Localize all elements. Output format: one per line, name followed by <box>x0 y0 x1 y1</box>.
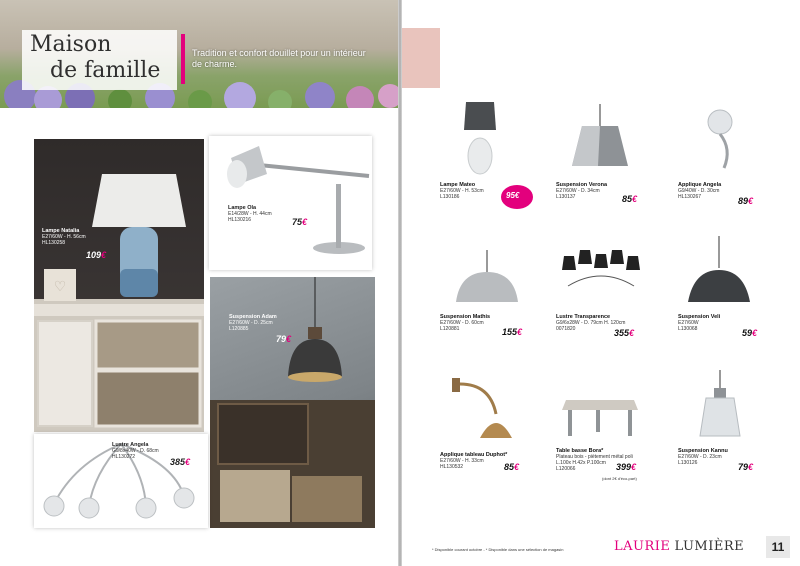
product-ref: HL130267 <box>678 194 702 200</box>
product-ref: L120881 <box>440 326 460 332</box>
price-value: 89 <box>738 196 749 206</box>
price-currency: € <box>631 462 637 472</box>
price-value: 399 <box>616 462 632 472</box>
product-ref: 0071820 <box>556 326 576 332</box>
product-name: Table basse Bora* <box>556 448 604 454</box>
price-currency: € <box>632 194 638 204</box>
price-currency: € <box>514 462 520 472</box>
product-info-applique-angela <box>678 182 721 200</box>
price-currency: € <box>185 457 191 467</box>
product-spec: E27/60W - D. 34cm <box>556 188 600 194</box>
price-currency: € <box>517 327 523 337</box>
product-ref: L120885 <box>229 326 249 332</box>
product-info-natalia <box>42 228 86 246</box>
lustre-transparence-image <box>558 246 644 302</box>
eco-part-note: (dont 2€ d'éco-part) <box>602 476 637 481</box>
product-info-veli <box>678 314 720 332</box>
lamp-ola-illustration <box>209 136 372 270</box>
price-value: 75 <box>292 217 303 227</box>
product-info-duphot <box>440 452 507 470</box>
price-verona <box>622 194 637 204</box>
brand-part2: LUMIÈRE <box>674 539 745 554</box>
product-spec: Plateau bois - piètement métal poli <box>556 454 633 460</box>
crates-illustration <box>210 400 375 528</box>
product-spec: E27/60W - H. 56cm <box>42 234 86 240</box>
product-ref: L130186 <box>440 194 460 200</box>
price-bora <box>616 462 636 472</box>
product-ref: HL130216 <box>228 217 252 223</box>
product-spec: E14/28W - H. 44cm <box>228 211 272 217</box>
product-name: Lampe Natalia <box>42 228 80 234</box>
product-name: Lampe Ola <box>228 205 257 211</box>
price-value: 155 <box>502 327 518 337</box>
product-ref: HL130258 <box>42 240 66 246</box>
product-spec: G9/8x40W - D. 68cm <box>112 448 159 454</box>
table-bora-image <box>560 390 640 440</box>
tagline: Tradition et confort douillet pour un intérieur de charme. <box>192 48 366 69</box>
product-spec: G9/40W - D. 30cm <box>678 188 720 194</box>
price-applique-angela <box>738 196 753 206</box>
price-value: 85 <box>622 194 633 204</box>
price-value: 85 <box>504 462 515 472</box>
page-title-line2: de famille <box>50 58 161 83</box>
product-name: Suspension Kannu <box>678 448 728 454</box>
price-mathis <box>502 327 522 337</box>
price-mateo <box>506 191 519 200</box>
price-adam <box>276 334 291 344</box>
photo-lampe-natalia <box>34 139 204 432</box>
price-value: 355 <box>614 328 630 338</box>
price-currency: € <box>302 217 308 227</box>
product-info-angela <box>112 442 159 460</box>
price-ola <box>292 217 307 227</box>
price-value: 59 <box>742 328 753 338</box>
brand-part1: LAURIE <box>614 539 671 554</box>
product-ref: HL130272 <box>112 454 136 460</box>
product-name: Lustre Transparence <box>556 314 611 320</box>
suspension-veli-image <box>684 236 754 306</box>
product-info-adam <box>229 314 277 332</box>
price-veli <box>742 328 757 338</box>
product-name: Lustre Angela <box>112 442 149 448</box>
product-spec: E27/60W - D. 25cm <box>229 320 273 326</box>
product-name: Suspension Verona <box>556 182 608 188</box>
price-currency: € <box>629 328 635 338</box>
product-name: Suspension Veli <box>678 314 721 320</box>
suspension-kannu-image <box>692 370 748 442</box>
price-natalia <box>86 250 106 260</box>
header-banner <box>0 0 398 108</box>
product-name: Suspension Adam <box>229 314 277 320</box>
product-info-mathis <box>440 314 490 332</box>
right-page <box>402 0 800 566</box>
price-currency: € <box>748 462 754 472</box>
photo-crates-decor <box>210 400 375 528</box>
product-spec: E27/60W <box>678 320 699 326</box>
product-info-mateo <box>440 182 484 200</box>
price-angela <box>170 457 190 467</box>
price-value: 95 <box>506 191 515 200</box>
price-currency: € <box>752 328 758 338</box>
price-currency: € <box>748 196 754 206</box>
price-currency: € <box>514 191 520 200</box>
product-ref: L120066 <box>556 466 576 472</box>
suspension-mathis-image <box>452 250 522 306</box>
price-value: 79 <box>738 462 749 472</box>
page-number: 11 <box>766 536 790 558</box>
product-spec: E27/60W - D. 23cm <box>678 454 722 460</box>
product-name: Applique tableau Duphot* <box>440 452 508 458</box>
page-title-line1: Maison <box>30 32 112 57</box>
footnote: * Disponible courant octobre - * Disponible dans une sélection de magasin <box>432 547 564 552</box>
price-value: 79 <box>276 334 287 344</box>
price-value: 385 <box>170 457 186 467</box>
lamp-natalia-illustration <box>34 139 204 432</box>
product-info-kannu <box>678 448 728 466</box>
price-transparence <box>614 328 634 338</box>
brand-logo <box>614 538 744 554</box>
price-currency: € <box>101 250 107 260</box>
product-name: Suspension Mathis <box>440 314 491 320</box>
product-info-verona <box>556 182 607 200</box>
product-spec-dimensions: L.100x H.42x P.100cm <box>556 460 606 466</box>
suspension-verona-image <box>568 104 632 170</box>
price-currency: € <box>286 334 292 344</box>
applique-angela-image <box>702 104 742 174</box>
product-ref: HL130532 <box>440 464 464 470</box>
product-ref: L130068 <box>678 326 698 332</box>
product-spec: E27/60W - H. 53cm <box>440 188 484 194</box>
lamp-mateo-image <box>460 100 500 180</box>
product-name: Applique Angela <box>678 182 722 188</box>
product-info-ola <box>228 205 272 223</box>
left-page <box>0 0 398 566</box>
product-spec: E27/60W - H. 33cm <box>440 458 484 464</box>
pink-tab <box>402 28 440 88</box>
applique-duphot-image <box>450 374 520 444</box>
product-spec: G9/6x28W - D. 79cm H. 120cm <box>556 320 626 326</box>
price-duphot <box>504 462 519 472</box>
price-value: 109 <box>86 250 102 260</box>
photo-lampe-ola <box>209 136 372 270</box>
title-accent-bar <box>181 34 185 84</box>
product-ref: L130126 <box>678 460 698 466</box>
product-spec: E27/60W - D. 60cm <box>440 320 484 326</box>
product-ref: L130137 <box>556 194 576 200</box>
product-name: Lampe Mateo <box>440 182 476 188</box>
svg-text:♡: ♡ <box>53 278 67 294</box>
price-kannu <box>738 462 753 472</box>
